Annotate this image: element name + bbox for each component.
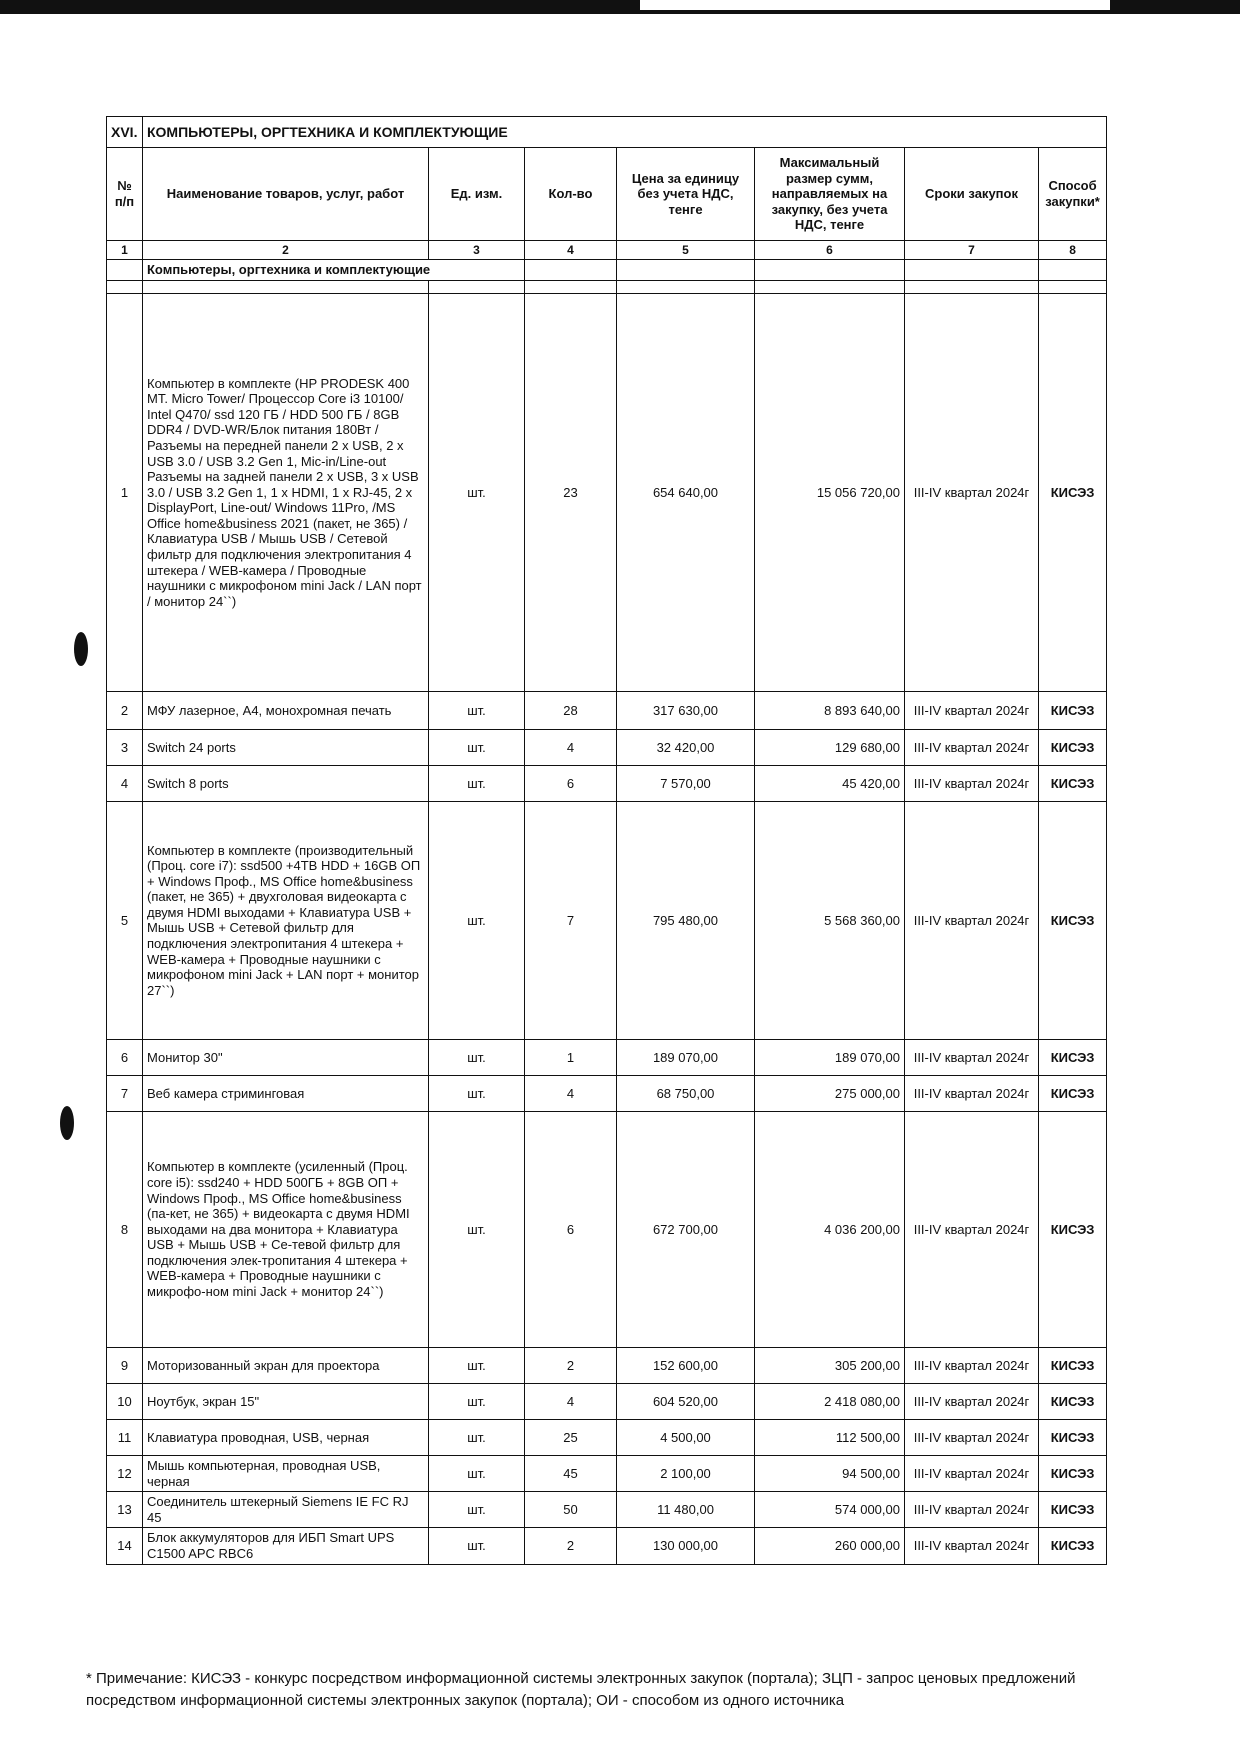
item-unit-price: 604 520,00 <box>617 1383 755 1419</box>
item-name: Компьютер в комплекте (производительный (Проц. core i7): ssd500 +4TB HDD + 16GB ОП + Windows Проф., MS Office home&business (пакет, не 365) + двухголовая видеокарта с двумя HDMI выходами + Клавиатура USB + Мышь USB + Сетевой фильтр для подключения электропитания 4 штекера + WEB-камера + Проводные наушники с микрофоном mini Jack + LAN порт + монитор 27``) <box>143 801 429 1039</box>
table-row <box>107 691 1107 729</box>
item-unit-price: 317 630,00 <box>617 691 755 729</box>
item-total-amount: 305 200,00 <box>755 1347 905 1383</box>
item-procurement-term: III-IV квартал 2024г <box>905 1039 1039 1075</box>
item-unit-price: 654 640,00 <box>617 293 755 691</box>
item-unit: шт. <box>429 1455 525 1491</box>
item-procurement-term: III-IV квартал 2024г <box>905 1383 1039 1419</box>
item-unit-price: 130 000,00 <box>617 1528 755 1564</box>
table-row <box>107 1347 1107 1383</box>
item-name: Моторизованный экран для проектора <box>143 1347 429 1383</box>
item-total-amount: 2 418 080,00 <box>755 1383 905 1419</box>
item-procurement-term: III-IV квартал 2024г <box>905 1419 1039 1455</box>
item-number: 2 <box>107 691 143 729</box>
item-total-amount: 574 000,00 <box>755 1492 905 1528</box>
item-name: Компьютер в комплекте (усиленный (Проц. core i5): ssd240 + HDD 500ГБ + 8GB ОП + Windows Проф., MS Office home&business (па-кет, не 365) + видеокарта с двумя HDMI выходами на два монитора + Клавиатура USB + Мышь USB + Се-тевой фильтр для подключения элек-тропитания 4 штекера + WEB-камера + Проводные наушники с микрофо-ном mini Jack + монитор 24``) <box>143 1111 429 1347</box>
table-row <box>107 765 1107 801</box>
item-procurement-term: III-IV квартал 2024г <box>905 1528 1039 1564</box>
item-name: Клавиатура проводная, USB, черная <box>143 1419 429 1455</box>
group-title: Компьютеры, оргтехника и комплектующие <box>143 260 525 281</box>
item-quantity: 7 <box>525 801 617 1039</box>
item-unit-price: 4 500,00 <box>617 1419 755 1455</box>
item-unit: шт. <box>429 1111 525 1347</box>
col-number: 3 <box>429 241 525 260</box>
item-total-amount: 129 680,00 <box>755 729 905 765</box>
item-name: Веб камера стриминговая <box>143 1075 429 1111</box>
item-procurement-term: III-IV квартал 2024г <box>905 801 1039 1039</box>
group-blank-cell <box>905 260 1039 281</box>
item-unit-price: 68 750,00 <box>617 1075 755 1111</box>
item-quantity: 6 <box>525 1111 617 1347</box>
column-number-row <box>107 241 1107 260</box>
item-procurement-term: III-IV квартал 2024г <box>905 1455 1039 1491</box>
item-name: Мышь компьютерная, проводная USB, черная <box>143 1455 429 1491</box>
spacer-row <box>107 280 1107 293</box>
item-unit-price: 7 570,00 <box>617 765 755 801</box>
footnote-note: * Примечание: КИСЭЗ - конкурс посредством информационной системы электронных закупок (портала); ЗЦП - запрос ценовых предложений посредством информационной системы электронных закупок (портала); ОИ - способом из одного источника <box>86 1670 1076 1709</box>
item-number: 9 <box>107 1347 143 1383</box>
group-blank-cell <box>1039 260 1107 281</box>
item-procurement-term: III-IV квартал 2024г <box>905 691 1039 729</box>
col-number: 7 <box>905 241 1039 260</box>
item-unit: шт. <box>429 691 525 729</box>
column-header-row <box>107 148 1107 241</box>
item-name: Блок аккумуляторов для ИБП Smart UPS C1500 APC RBC6 <box>143 1528 429 1564</box>
table-row <box>107 1383 1107 1419</box>
item-name: Соединитель штекерный Siemens IE FC RJ 45 <box>143 1492 429 1528</box>
spacer-cell <box>755 280 905 293</box>
item-number: 5 <box>107 801 143 1039</box>
spacer-cell <box>525 280 617 293</box>
table-row <box>107 729 1107 765</box>
item-number: 10 <box>107 1383 143 1419</box>
item-name: Ноутбук, экран 15" <box>143 1383 429 1419</box>
item-procurement-term: III-IV квартал 2024г <box>905 729 1039 765</box>
item-quantity: 4 <box>525 1383 617 1419</box>
group-blank-cell <box>617 260 755 281</box>
group-blank-cell <box>755 260 905 281</box>
section-code: XVI. <box>107 117 143 148</box>
item-procurement-method: КИСЭЗ <box>1039 1039 1107 1075</box>
item-procurement-method: КИСЭЗ <box>1039 765 1107 801</box>
spacer-cell <box>143 280 429 293</box>
item-unit: шт. <box>429 801 525 1039</box>
col-header-term: Сроки закупок <box>905 148 1039 241</box>
spacer-cell <box>107 280 143 293</box>
col-header-method: Способ закупки* <box>1039 148 1107 241</box>
punch-hole-mark <box>74 632 88 666</box>
col-header-name: Наименование товаров, услуг, работ <box>143 148 429 241</box>
item-name: Монитор 30" <box>143 1039 429 1075</box>
item-procurement-method: КИСЭЗ <box>1039 293 1107 691</box>
item-unit-price: 11 480,00 <box>617 1492 755 1528</box>
item-total-amount: 112 500,00 <box>755 1419 905 1455</box>
item-unit: шт. <box>429 293 525 691</box>
item-name: Switch 24 ports <box>143 729 429 765</box>
item-unit: шт. <box>429 1075 525 1111</box>
section-title: КОМПЬЮТЕРЫ, ОРГТЕХНИКА И КОМПЛЕКТУЮЩИЕ <box>143 117 1107 148</box>
item-name: Компьютер в комплекте (HP PRODESK 400 MT. Micro Tower/ Процессор Core i3 10100/ Intel Q470/ ssd 120 ГБ / HDD 500 ГБ / 8GB DDR4 / DVD-WR/Блок питания 180Вт / Разъемы на передней панели 2 x USB, 2 x USB 3.0 / USB 3.2 Gen 1, Mic-in/Line-out Разъемы на задней панели 2 x USB, 3 x USB 3.0 / USB 3.2 Gen 1, 1 x HDMI, 1 x RJ-45, 2 x DisplayPort, Line-out/ Windows 11Pro, /MS Office home&business 2021 (пакет, не 365) / Клавиатура USB / Мышь USB / Сетевой фильтр для подключения электропитания 4 штекера / WEB-камера / Проводные наушники с микрофоном mini Jack / LAN порт / монитор 24``) <box>143 293 429 691</box>
item-procurement-term: III-IV квартал 2024г <box>905 1075 1039 1111</box>
spacer-cell <box>617 280 755 293</box>
item-procurement-term: III-IV квартал 2024г <box>905 1492 1039 1528</box>
item-unit-price: 152 600,00 <box>617 1347 755 1383</box>
item-number: 8 <box>107 1111 143 1347</box>
item-quantity: 25 <box>525 1419 617 1455</box>
item-procurement-method: КИСЭЗ <box>1039 1111 1107 1347</box>
item-quantity: 50 <box>525 1492 617 1528</box>
item-quantity: 28 <box>525 691 617 729</box>
table-row <box>107 1528 1107 1564</box>
item-quantity: 45 <box>525 1455 617 1491</box>
spacer-cell <box>1039 280 1107 293</box>
item-unit: шт. <box>429 729 525 765</box>
item-total-amount: 45 420,00 <box>755 765 905 801</box>
item-procurement-method: КИСЭЗ <box>1039 1419 1107 1455</box>
table-row <box>107 1492 1107 1528</box>
item-total-amount: 5 568 360,00 <box>755 801 905 1039</box>
item-unit: шт. <box>429 1383 525 1419</box>
item-number: 1 <box>107 293 143 691</box>
procurement-table <box>106 116 1107 1565</box>
item-procurement-method: КИСЭЗ <box>1039 1347 1107 1383</box>
item-unit: шт. <box>429 1419 525 1455</box>
item-unit: шт. <box>429 765 525 801</box>
procurement-sheet <box>106 116 1106 1565</box>
item-total-amount: 260 000,00 <box>755 1528 905 1564</box>
item-procurement-term: III-IV квартал 2024г <box>905 1111 1039 1347</box>
table-row <box>107 1419 1107 1455</box>
item-unit: шт. <box>429 1528 525 1564</box>
item-unit: шт. <box>429 1492 525 1528</box>
col-header-price: Цена за единицу без учета НДС, тенге <box>617 148 755 241</box>
item-procurement-term: III-IV квартал 2024г <box>905 765 1039 801</box>
item-total-amount: 189 070,00 <box>755 1039 905 1075</box>
item-quantity: 4 <box>525 1075 617 1111</box>
group-blank-cell <box>525 260 617 281</box>
table-row <box>107 293 1107 691</box>
item-unit-price: 672 700,00 <box>617 1111 755 1347</box>
table-row <box>107 1075 1107 1111</box>
item-number: 6 <box>107 1039 143 1075</box>
col-header-no: № п/п <box>107 148 143 241</box>
item-procurement-method: КИСЭЗ <box>1039 801 1107 1039</box>
item-number: 13 <box>107 1492 143 1528</box>
item-name: Switch 8 ports <box>143 765 429 801</box>
item-total-amount: 4 036 200,00 <box>755 1111 905 1347</box>
item-total-amount: 275 000,00 <box>755 1075 905 1111</box>
item-quantity: 2 <box>525 1528 617 1564</box>
item-quantity: 2 <box>525 1347 617 1383</box>
col-header-total: Максимальный размер сумм, направляемых на закупку, без учета НДС, тенге <box>755 148 905 241</box>
table-row <box>107 1039 1107 1075</box>
item-procurement-term: III-IV квартал 2024г <box>905 293 1039 691</box>
punch-hole-mark <box>60 1106 74 1140</box>
group-title-row <box>107 260 1107 281</box>
item-quantity: 23 <box>525 293 617 691</box>
item-procurement-method: КИСЭЗ <box>1039 729 1107 765</box>
item-number: 11 <box>107 1419 143 1455</box>
item-total-amount: 94 500,00 <box>755 1455 905 1491</box>
item-procurement-method: КИСЭЗ <box>1039 1528 1107 1564</box>
scan-edge-gap <box>640 0 1110 10</box>
item-total-amount: 15 056 720,00 <box>755 293 905 691</box>
item-unit-price: 2 100,00 <box>617 1455 755 1491</box>
item-number: 7 <box>107 1075 143 1111</box>
item-unit: шт. <box>429 1347 525 1383</box>
item-unit: шт. <box>429 1039 525 1075</box>
item-procurement-method: КИСЭЗ <box>1039 1492 1107 1528</box>
item-procurement-term: III-IV квартал 2024г <box>905 1347 1039 1383</box>
item-procurement-method: КИСЭЗ <box>1039 1383 1107 1419</box>
item-number: 12 <box>107 1455 143 1491</box>
item-number: 14 <box>107 1528 143 1564</box>
item-quantity: 4 <box>525 729 617 765</box>
item-procurement-method: КИСЭЗ <box>1039 1455 1107 1491</box>
spacer-cell <box>905 280 1039 293</box>
item-number: 4 <box>107 765 143 801</box>
item-total-amount: 8 893 640,00 <box>755 691 905 729</box>
col-header-qty: Кол-во <box>525 148 617 241</box>
item-quantity: 6 <box>525 765 617 801</box>
col-number: 5 <box>617 241 755 260</box>
col-header-unit: Ед. изм. <box>429 148 525 241</box>
item-procurement-method: КИСЭЗ <box>1039 691 1107 729</box>
item-number: 3 <box>107 729 143 765</box>
col-number: 6 <box>755 241 905 260</box>
item-unit-price: 795 480,00 <box>617 801 755 1039</box>
col-number: 2 <box>143 241 429 260</box>
col-number: 1 <box>107 241 143 260</box>
spacer-cell <box>429 280 525 293</box>
item-procurement-method: КИСЭЗ <box>1039 1075 1107 1111</box>
item-unit-price: 189 070,00 <box>617 1039 755 1075</box>
col-number: 4 <box>525 241 617 260</box>
table-row <box>107 801 1107 1039</box>
section-header-row <box>107 117 1107 148</box>
table-row <box>107 1455 1107 1491</box>
table-row <box>107 1111 1107 1347</box>
item-unit-price: 32 420,00 <box>617 729 755 765</box>
group-blank-cell <box>107 260 143 281</box>
item-quantity: 1 <box>525 1039 617 1075</box>
item-name: МФУ лазерное, А4, монохромная печать <box>143 691 429 729</box>
col-number: 8 <box>1039 241 1107 260</box>
